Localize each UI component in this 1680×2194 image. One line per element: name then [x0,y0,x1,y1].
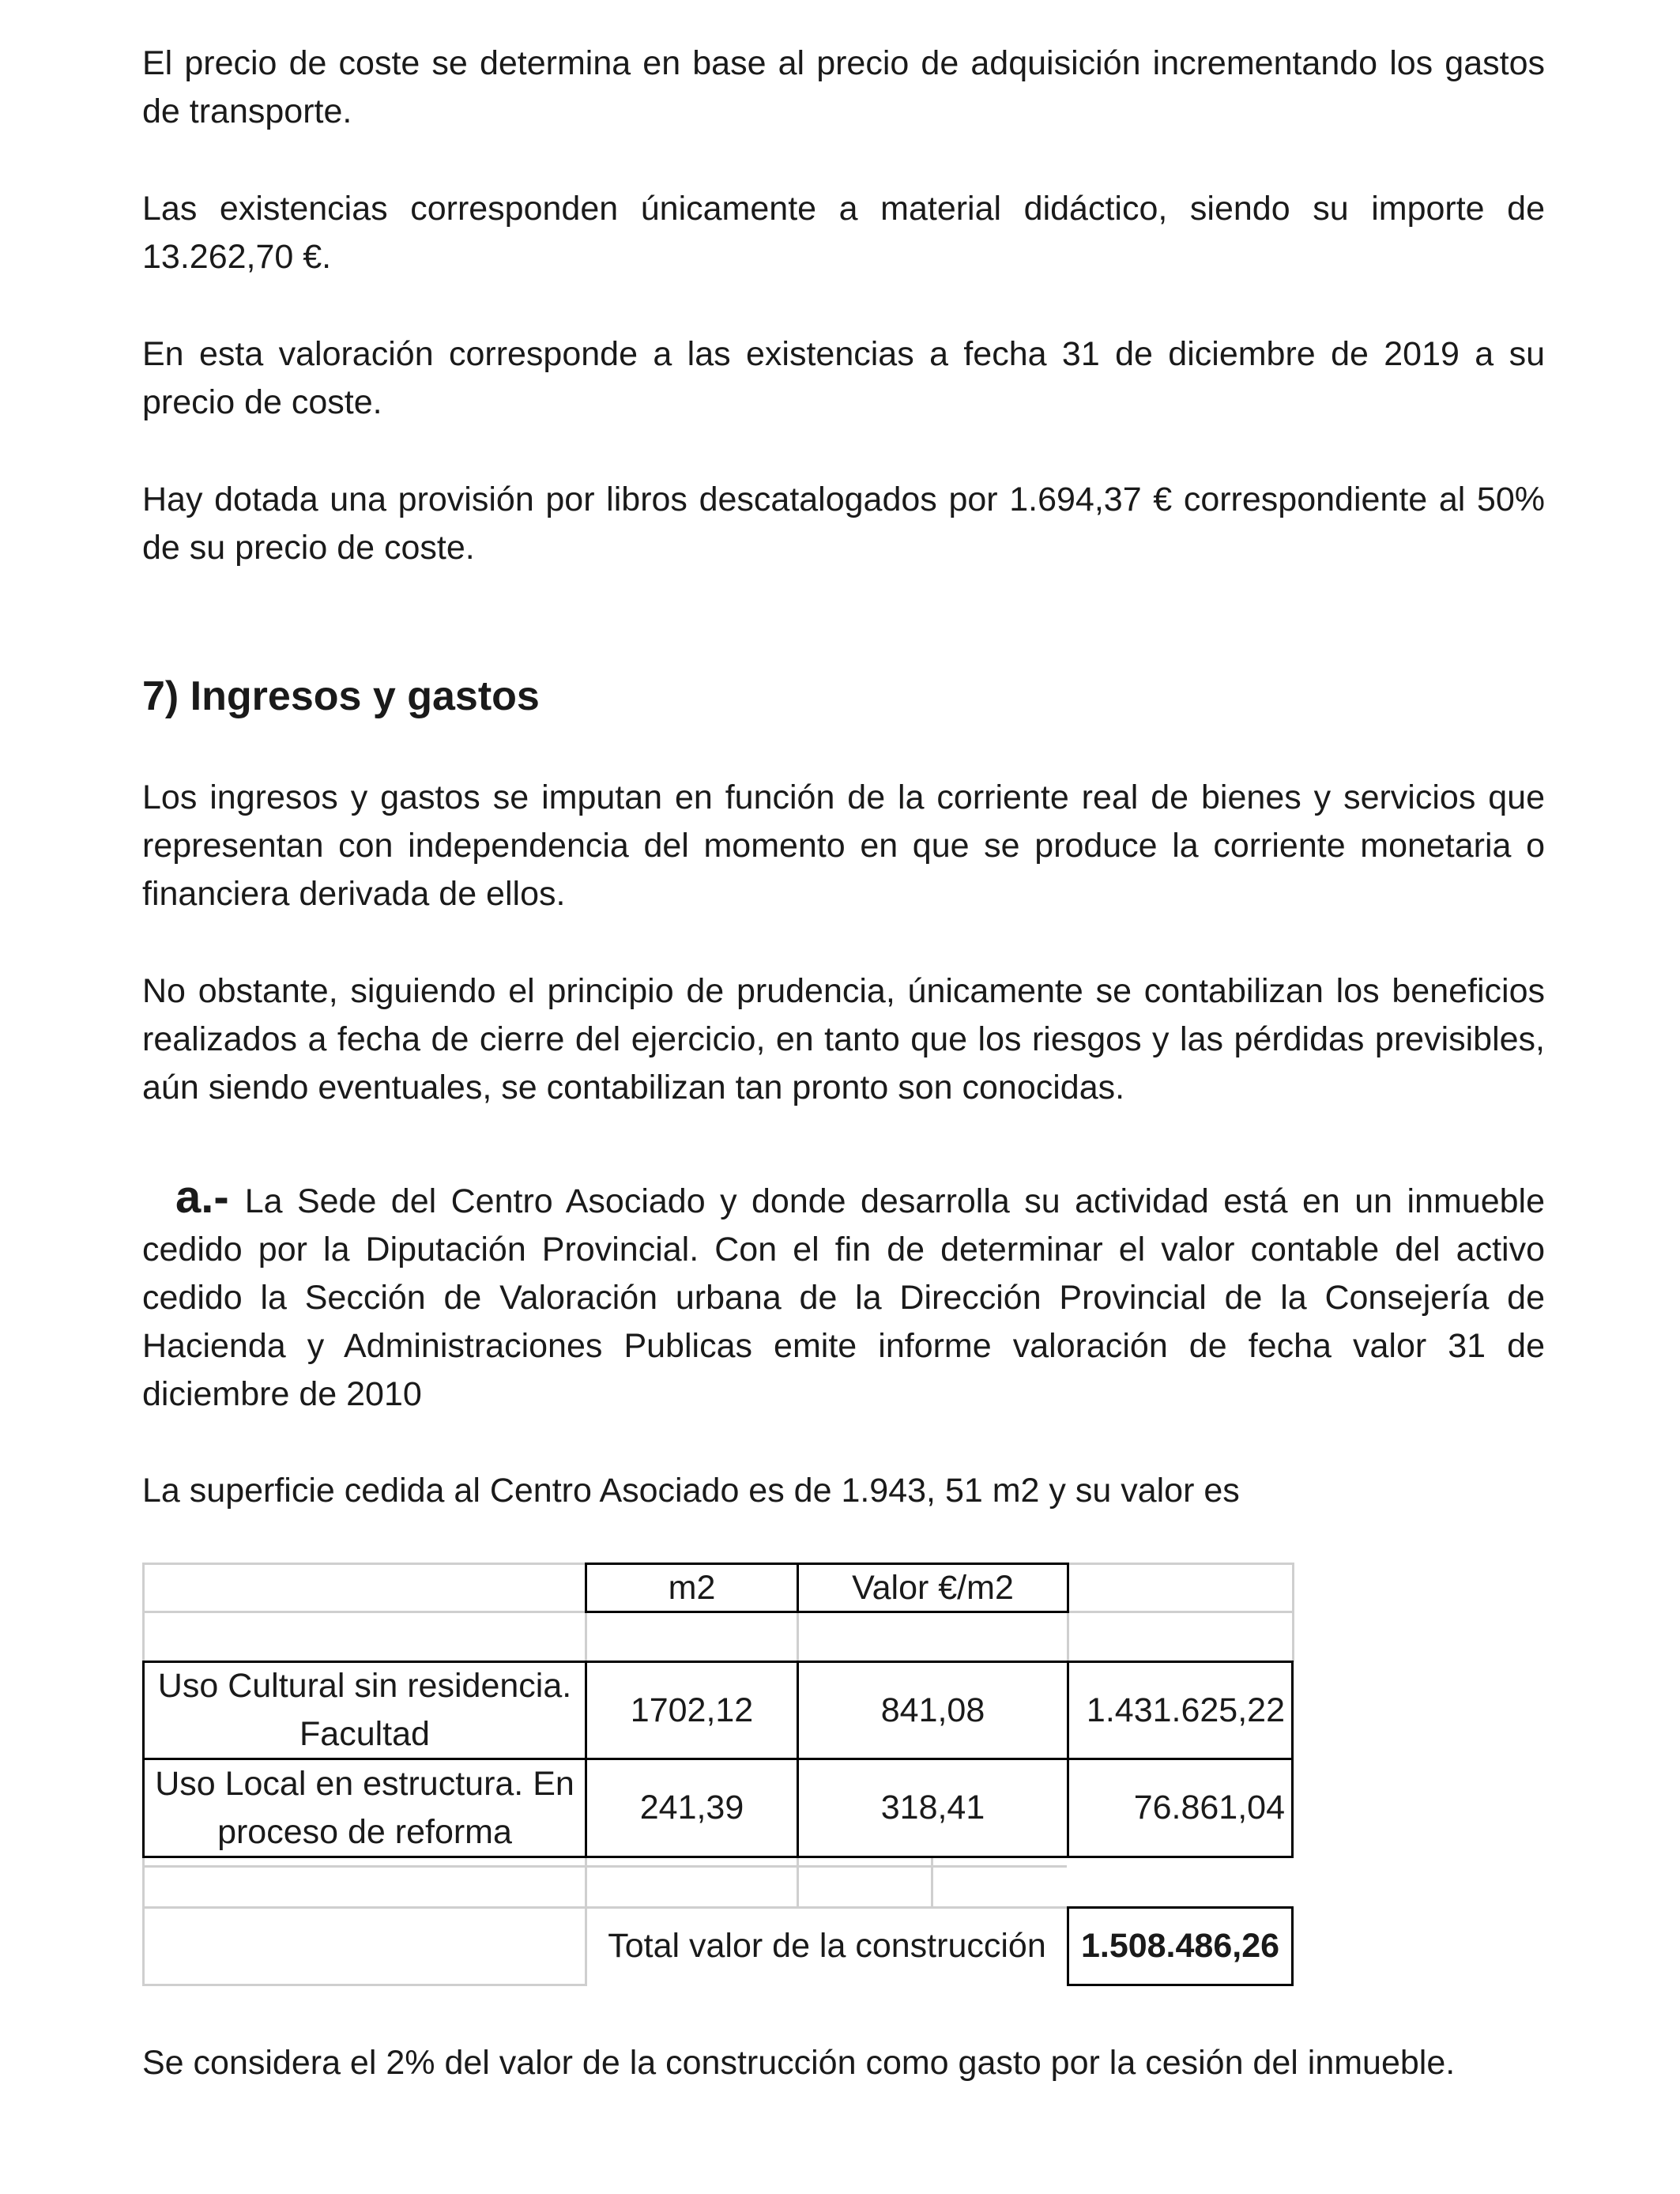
total-value: 1.508.486,26 [1080,1927,1280,1965]
header-m2: m2 [668,1568,716,1607]
row-m2: 241,39 [639,1789,744,1826]
row-m2: 1702,12 [630,1691,754,1729]
paragraph-existencias: Las existencias corresponden únicamente a material didáctico, siendo su importe de 13.262,70 €. [142,190,1545,276]
row-valor: 841,08 [880,1691,985,1729]
row-valor: 318,41 [880,1789,985,1826]
paragraph-ingresos-gastos: Los ingresos y gastos se imputan en función de la corriente real de bienes y servicios que representan con independencia del momento en que se produce la corriente monetaria o financiera derivada de ellos. [142,778,1545,913]
row-label: Uso Cultural sin residencia. Facultad [157,1667,572,1753]
row-total: 1.431.625,22 [1086,1691,1285,1729]
paragraph-cesion: Se considera el 2% del valor de la construcción como gasto por la cesión del inmueble. [142,2044,1456,2082]
paragraph-sede [142,1173,1545,1419]
row-total: 76.861,04 [1133,1789,1285,1826]
paragraph-prudencia: No obstante, siguiendo el principio de prudencia, únicamente se contabilizan los beneficios realizados a fecha de cierre del ejercicio, en tanto que los riesgos y las pérdidas previsibles, aún siendo eventuales, se contabilizan tan pronto son conocidas. [142,972,1545,1106]
row-label: Uso Local en estructura. En proceso de reforma [155,1764,574,1851]
header-valor: Valor €/m2 [852,1568,1014,1607]
total-label: Total valor de la construcción [608,1927,1046,1965]
paragraph-superficie: La superficie cedida al Centro Asociado es de 1.943, 51 m2 y su valor es [142,1472,1240,1510]
paragraph-valoracion: En esta valoración corresponde a las existencias a fecha 31 de diciembre de 2019 a su precio de coste. [142,335,1545,421]
paragraph-sede-text: La Sede del Centro Asociado y donde desarrolla su actividad está en un inmueble cedido por la Diputación Provincial. Con el fin de determinar el valor contable del activo cedido la Sección de Valoración urbana de la Dirección Provincial de la Consejería de Hacienda y Administraciones Publicas emite informe valoración de fecha valor 31 de diciembre de 2010 [142,1182,1545,1413]
paragraph-provision: Hay dotada una provisión por libros descatalogados por 1.694,37 € correspondiente al 50% de su precio de coste. [142,481,1545,567]
paragraph-coste: El precio de coste se determina en base al precio de adquisición incrementando los gastos de transporte. [142,44,1545,130]
item-marker: a.- [175,1171,229,1223]
section-heading: 7) Ingresos y gastos [142,673,540,719]
